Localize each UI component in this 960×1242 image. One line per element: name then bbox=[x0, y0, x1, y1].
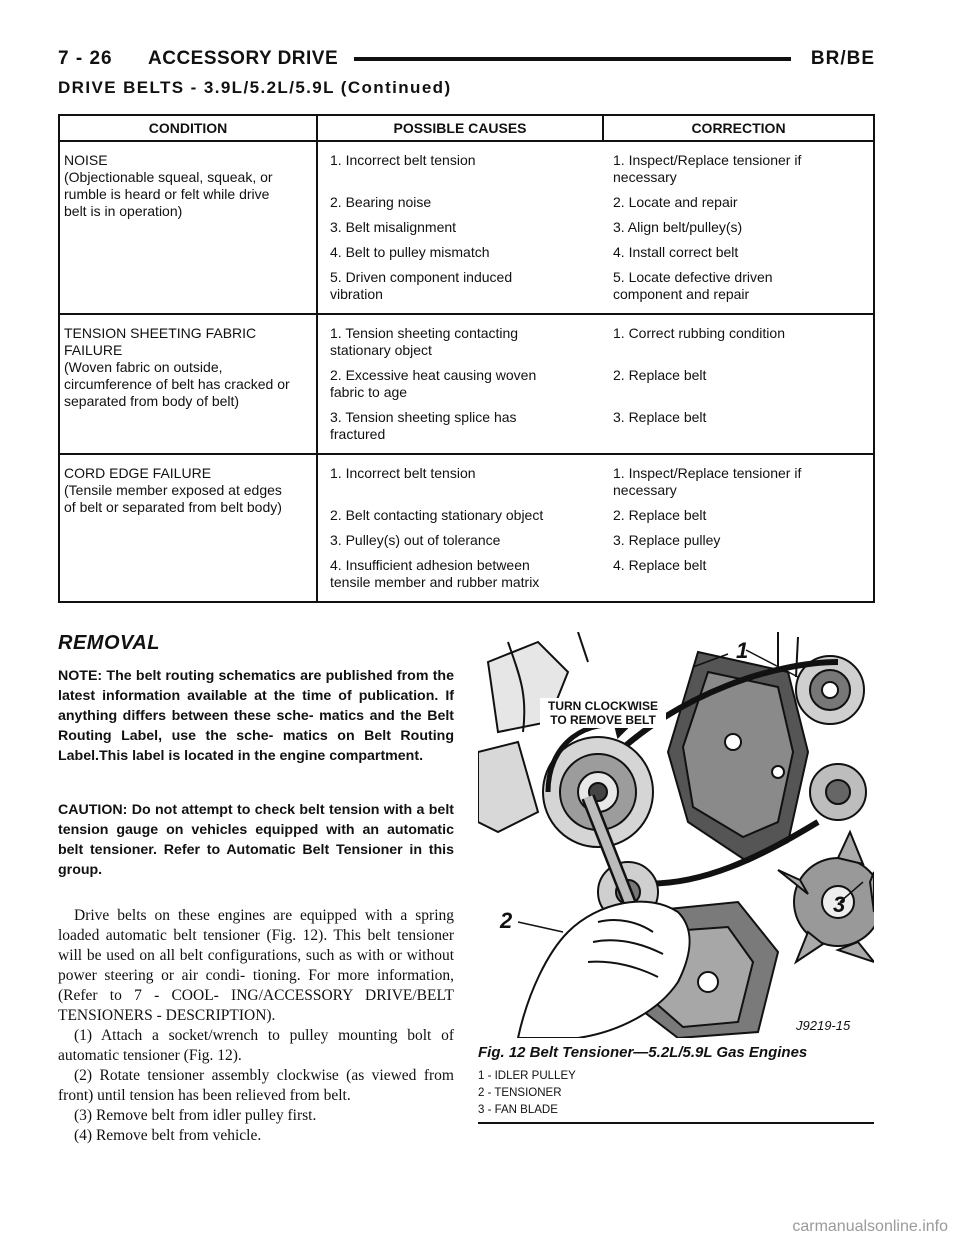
cause-cell bbox=[317, 454, 603, 499]
cause-line: vibration bbox=[330, 286, 383, 302]
condition-line: belt is in operation) bbox=[64, 203, 183, 219]
cause-cell bbox=[317, 261, 603, 314]
table-row bbox=[59, 141, 874, 186]
section-title: ACCESSORY DRIVE bbox=[148, 48, 339, 69]
condition-line: TENSION SHEETING FABRIC bbox=[64, 325, 257, 341]
correction-cell bbox=[603, 141, 874, 186]
correction-line: 1. Correct rubbing condition bbox=[613, 325, 785, 341]
cause-line: 1. Incorrect belt tension bbox=[330, 465, 476, 481]
description-paragraph: Drive belts on these engines are equipped with a spring loaded automatic belt tensioner (Fig. 12). This belt tensioner will be used on all belt configurations, such as with or without power steering or air condi- tioning. For more information, (Refer to 7 - COOL- ING/ACCESSORY DRIVE/BELT TENSIONERS - DESCRIPTION). bbox=[58, 907, 454, 1024]
correction-cell bbox=[603, 549, 874, 602]
step-1: (1) Attach a socket/wrench to pulley mounting bolt of automatic tensioner (Fig. 12). bbox=[58, 1027, 454, 1064]
correction-cell bbox=[603, 524, 874, 549]
column-header: POSSIBLE CAUSES bbox=[317, 115, 603, 141]
column-header: CORRECTION bbox=[603, 115, 874, 141]
cause-cell bbox=[317, 499, 603, 524]
correction-line: 3. Replace belt bbox=[613, 409, 707, 425]
removal-procedure bbox=[58, 906, 454, 1146]
cause-line: 2. Excessive heat causing woven bbox=[330, 367, 537, 383]
table-header-row bbox=[59, 115, 874, 141]
cause-line: fabric to age bbox=[330, 384, 408, 400]
step-3: (3) Remove belt from idler pulley first. bbox=[74, 1107, 317, 1124]
cause-line: tensile member and rubber matrix bbox=[330, 574, 540, 590]
legend-rule bbox=[478, 1122, 874, 1124]
condition-cell bbox=[59, 454, 317, 602]
cause-cell bbox=[317, 314, 603, 359]
legend-item: 2 - TENSIONER bbox=[478, 1087, 562, 1099]
cause-cell bbox=[317, 524, 603, 549]
correction-line: necessary bbox=[613, 482, 677, 498]
caution-paragraph: CAUTION: Do not attempt to check belt tension with a belt tension gauge on vehicles equipped with an automatic belt tensioner. Refer to Automatic Belt Tensioner in this group. bbox=[58, 802, 454, 878]
condition-line: (Objectionable squeal, squeak, or bbox=[64, 169, 273, 185]
cause-cell bbox=[317, 549, 603, 602]
cause-line: 1. Tension sheeting contacting bbox=[330, 325, 519, 341]
correction-cell bbox=[603, 499, 874, 524]
removal-heading: REMOVAL bbox=[58, 632, 161, 654]
diagnosis-table bbox=[58, 114, 875, 603]
condition-line: of belt or separated from belt body) bbox=[64, 499, 282, 515]
cause-line: 3. Pulley(s) out of tolerance bbox=[330, 532, 501, 548]
page-subheading: DRIVE BELTS - 3.9L/5.2L/5.9L (Continued) bbox=[58, 78, 452, 97]
correction-line: necessary bbox=[613, 169, 677, 185]
cause-line: stationary object bbox=[330, 342, 432, 358]
cause-cell bbox=[317, 359, 603, 401]
callout-1: 1 bbox=[736, 638, 749, 663]
site-watermark: carmanualsonline.info bbox=[792, 1218, 948, 1235]
cause-line: 4. Insufficient adhesion between bbox=[330, 557, 530, 573]
condition-line: separated from body of belt) bbox=[64, 393, 240, 409]
model-code: BR/BE bbox=[810, 48, 875, 69]
correction-line: component and repair bbox=[613, 286, 750, 302]
legend-item: 3 - FAN BLADE bbox=[478, 1104, 558, 1116]
cause-line: 3. Tension sheeting splice has bbox=[330, 409, 517, 425]
cause-line: 2. Bearing noise bbox=[330, 194, 432, 210]
cause-cell bbox=[317, 141, 603, 186]
correction-cell bbox=[603, 186, 874, 211]
correction-cell bbox=[603, 454, 874, 499]
cause-line: 1. Incorrect belt tension bbox=[330, 152, 476, 168]
correction-line: 5. Locate defective driven bbox=[613, 269, 773, 285]
cause-line: 4. Belt to pulley mismatch bbox=[330, 244, 490, 260]
correction-line: 2. Locate and repair bbox=[613, 194, 738, 210]
step-2: (2) Rotate tensioner assembly clockwise (as viewed from front) until tension has been relieved from belt. bbox=[58, 1067, 454, 1104]
condition-cell bbox=[59, 314, 317, 454]
instruction-line-2: TO REMOVE BELT bbox=[550, 713, 656, 727]
table-row bbox=[59, 454, 874, 499]
condition-line: (Tensile member exposed at edges bbox=[64, 482, 282, 498]
instruction-line-1: TURN CLOCKWISE bbox=[548, 699, 658, 713]
correction-cell bbox=[603, 236, 874, 261]
correction-line: 4. Replace belt bbox=[613, 557, 707, 573]
correction-line: 1. Inspect/Replace tensioner if bbox=[613, 152, 802, 168]
condition-line: FAILURE bbox=[64, 342, 123, 358]
condition-line: (Woven fabric on outside, bbox=[64, 359, 223, 375]
correction-line: 2. Replace belt bbox=[613, 367, 707, 383]
cause-cell bbox=[317, 401, 603, 454]
page-number: 7 - 26 bbox=[58, 48, 113, 69]
belt-tensioner-illustration bbox=[478, 632, 874, 1038]
cause-line: fractured bbox=[330, 426, 386, 442]
correction-line: 3. Replace pulley bbox=[613, 532, 721, 548]
page-header bbox=[58, 44, 875, 74]
correction-line: 4. Install correct belt bbox=[613, 244, 739, 260]
legend-item: 1 - IDLER PULLEY bbox=[478, 1070, 576, 1082]
correction-line: 1. Inspect/Replace tensioner if bbox=[613, 465, 802, 481]
cause-line: 5. Driven component induced bbox=[330, 269, 513, 285]
cause-line: 2. Belt contacting stationary object bbox=[330, 507, 544, 523]
figure-caption: Fig. 12 Belt Tensioner—5.2L/5.9L Gas Engines bbox=[478, 1044, 808, 1061]
correction-cell bbox=[603, 359, 874, 401]
correction-cell bbox=[603, 261, 874, 314]
callout-3: 3 bbox=[833, 892, 846, 917]
cause-cell bbox=[317, 236, 603, 261]
figure-legend bbox=[478, 1068, 576, 1119]
correction-cell bbox=[603, 314, 874, 359]
column-header: CONDITION bbox=[59, 115, 317, 141]
correction-line: 3. Align belt/pulley(s) bbox=[613, 219, 743, 235]
step-4: (4) Remove belt from vehicle. bbox=[74, 1127, 262, 1144]
callout-2: 2 bbox=[500, 908, 513, 933]
figure-id: J9219-15 bbox=[796, 1018, 851, 1033]
condition-cell bbox=[59, 141, 317, 314]
correction-line: 2. Replace belt bbox=[613, 507, 707, 523]
table-row bbox=[59, 314, 874, 359]
condition-line: circumference of belt has cracked or bbox=[64, 376, 290, 392]
cause-cell bbox=[317, 186, 603, 211]
note-paragraph: NOTE: The belt routing schematics are published from the latest information available at the time of publication. If anything differs between these sche- matics and the Belt Routing Label, use the sche- matics on Belt Routing Label.This label is located in the engine compartment. bbox=[58, 668, 454, 764]
header-rule bbox=[354, 57, 791, 61]
condition-line: CORD EDGE FAILURE bbox=[64, 465, 212, 481]
cause-line: 3. Belt misalignment bbox=[330, 219, 457, 235]
correction-cell bbox=[603, 401, 874, 454]
correction-cell bbox=[603, 211, 874, 236]
condition-line: rumble is heard or felt while drive bbox=[64, 186, 270, 202]
cause-cell bbox=[317, 211, 603, 236]
condition-line: NOISE bbox=[64, 152, 108, 168]
